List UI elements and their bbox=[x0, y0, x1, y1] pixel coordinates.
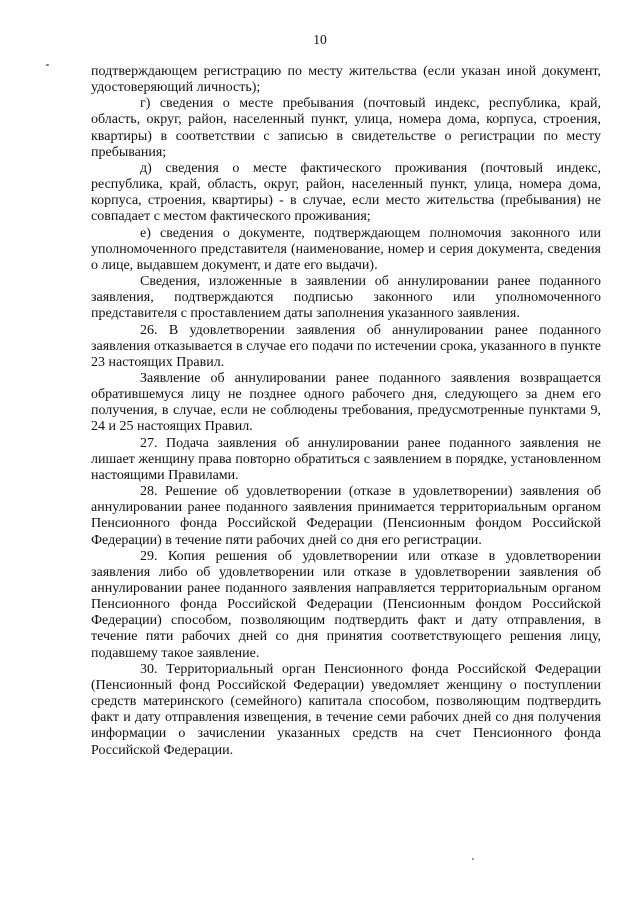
paragraph-item-28: 28. Решение об удовлетворении (отказе в удовлетворении) заявления об аннулировании ранее поданного заявления принимается территориальным органом Пенсионного фонда Российской Федерации (Пенсионным фондом Российской Федерации) в течение пяти рабочих дней со дня его регистрации. bbox=[91, 484, 601, 548]
paragraph-subitem-e: е) сведения о документе, подтверждающем полномочия законного или уполномоченного представителя (наименование, номер и серия документа, сведения о лице, выдавшем документ, и дате его выдачи). bbox=[91, 225, 601, 273]
scan-speck bbox=[46, 64, 49, 66]
document-body bbox=[91, 64, 601, 759]
paragraph: Заявление об аннулировании ранее поданного заявления возвращается обратившемуся лицу не позднее одного рабочего дня, следующего за днем его получения, в случае, если не соблюдены требования, предусмотренные пунктами 9, 24 и 25 настоящих Правил. bbox=[91, 370, 601, 435]
scan-speck bbox=[472, 858, 474, 860]
paragraph-item-30: 30. Территориальный орган Пенсионного фонда Российской Федерации (Пенсионный фонд Российской Федерации) уведомляет женщину о поступлении средств материнского (семейного) капитала способом, позволяющим подтвердить факт и дату отправления извещения, в течение семи рабочих дней со дня получения информации о зачислении указанных средств на счет Пенсионного фонда Российской Федерации. bbox=[91, 661, 601, 758]
paragraph: подтверждающем регистрацию по месту жительства (если указан иной документ, удостоверяющий личность); bbox=[91, 64, 601, 96]
paragraph-item-29: 29. Копия решения об удовлетворении или отказе в удовлетворении заявления либо об удовлетворении или отказе в удовлетворении заявления об аннулировании ранее поданного заявления направляется территориальным органом Пенсионного фонда Российской Федерации (Пенсионным фондом Российской Федерации) способом, позволяющим подтвердить факт и дату отправления, в течение пяти рабочих дней со дня принятия соответствующего решения лицу, подавшему такое заявление. bbox=[91, 548, 601, 661]
page-number: 10 bbox=[313, 32, 327, 47]
paragraph: Сведения, изложенные в заявлении об аннулировании ранее поданного заявления, подтверждаются подписью законного или уполномоченного представителя с проставлением даты заполнения указанного заявления. bbox=[91, 274, 601, 322]
paragraph-subitem-g: г) сведения о месте пребывания (почтовый индекс, республика, край, область, округ, район, населенный пункт, улица, номера дома, корпуса, строения, квартиры) в соответствии с записью в свидетельстве о регистрации по месту пребывания; bbox=[91, 96, 601, 160]
paragraph-item-27: 27. Подача заявления об аннулировании ранее поданного заявления не лишает женщину права повторно обратиться с заявлением в порядке, установленном настоящими Правилами. bbox=[91, 435, 601, 483]
paragraph-subitem-d: д) сведения о месте фактического проживания (почтовый индекс, республика, край, область, округ, район, населенный пункт, улица, номера дома, корпуса, строения, квартиры) - в случае, если место жительства (пребывания) не совпадает с местом фактического проживания; bbox=[91, 160, 601, 225]
paragraph-item-26: 26. В удовлетворении заявления об аннулировании ранее поданного заявления отказывается в случае его подачи по истечении срока, указанного в пункте 23 настоящих Правил. bbox=[91, 322, 601, 370]
